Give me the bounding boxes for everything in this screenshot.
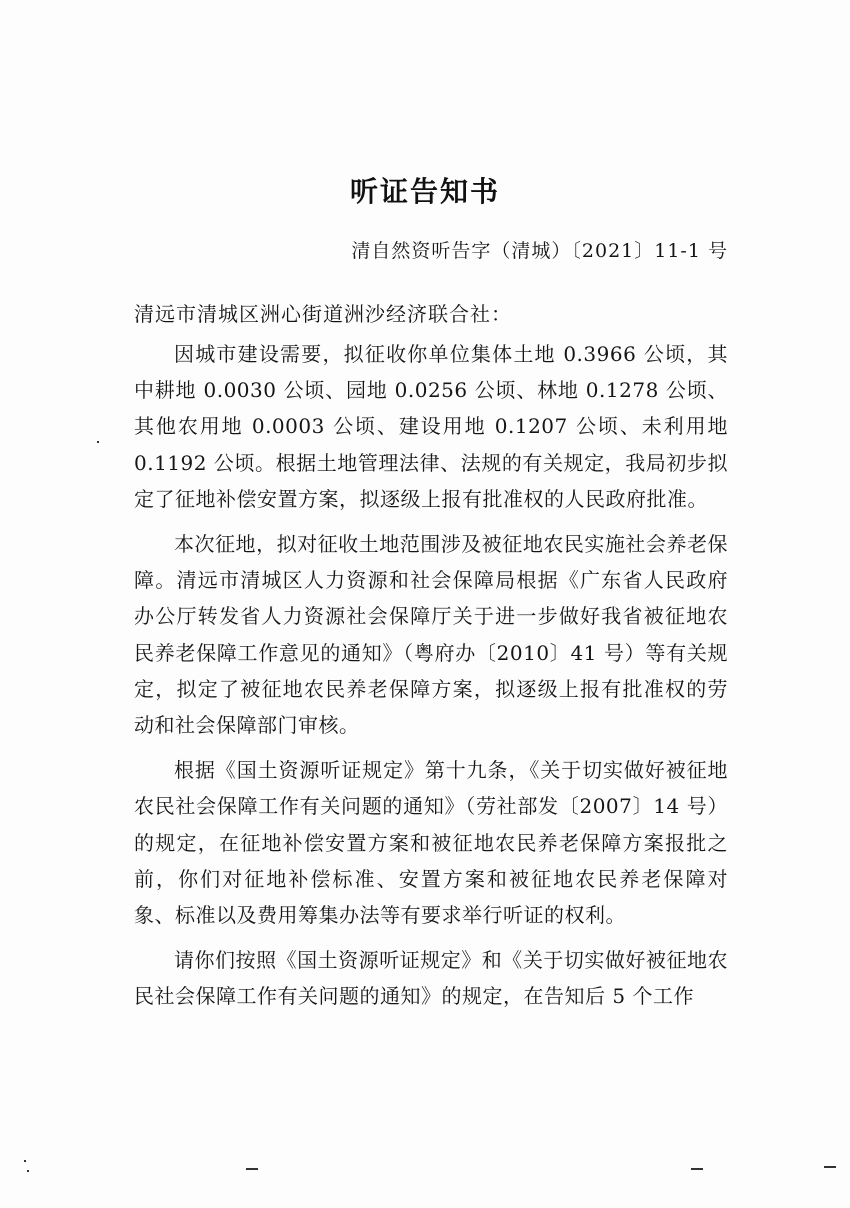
scan-dash <box>824 1166 836 1168</box>
document-number: 清自然资听告字（清城）〔2021〕11-1 号 <box>351 240 728 262</box>
scan-dash <box>246 1168 258 1170</box>
paragraph-hearing-request: 请你们按照《国土资源听证规定》和《关于切实做好被征地农民社会保障工作有关问题的通知》的规定，在告知后 5 个工作 <box>134 948 728 1009</box>
document-title: 听证告知书 <box>349 175 500 208</box>
paragraph-land-acquisition: 因城市建设需要，拟征收你单位集体土地 0.3966 公顷，其中耕地 0.0030 公顷、园地 0.0256 公顷、林地 0.1278 公顷、其他农用地 0.0003 公顷、建设用地 0.1207 公顷、未利用地 0.1192 公顷。根据土地管理法律、法规的有关规定，我局初步拟定了征地补偿安置方案，拟逐级上报有批准权的人民政府批准。 <box>134 342 728 511</box>
scan-speck <box>97 441 99 443</box>
scan-speck <box>24 1160 26 1162</box>
paragraph-hearing-rights: 根据《国土资源听证规定》第十九条，《关于切实做好被征地农民社会保障工作有关问题的通知》（劳社部发〔2007〕14 号）的规定，在征地补偿安置方案和被征地农民养老保障方案报批之前，你们对征地补偿标准、安置方案和被征地农民养老保障对象、标准以及费用筹集办法等有要求举行听证的权利。 <box>134 758 728 928</box>
scan-dash <box>691 1168 703 1170</box>
recipient-line: 清远市清城区洲心街道洲沙经济联合社： <box>134 302 512 326</box>
scan-speck <box>27 1170 29 1172</box>
document-body <box>134 336 728 1024</box>
paragraph-social-security: 本次征地，拟对征收土地范围涉及被征地农民实施社会养老保障。清远市清城区人力资源和社会保障局根据《广东省人民政府办公厅转发省人力资源社会保障厅关于进一步做好我省被征地农民养老保障工作意见的通知》（粤府办〔2010〕41 号）等有关规定，拟定了被征地农民养老保障方案，拟逐级上报有批准权的劳动和社会保障部门审核。 <box>134 532 728 738</box>
